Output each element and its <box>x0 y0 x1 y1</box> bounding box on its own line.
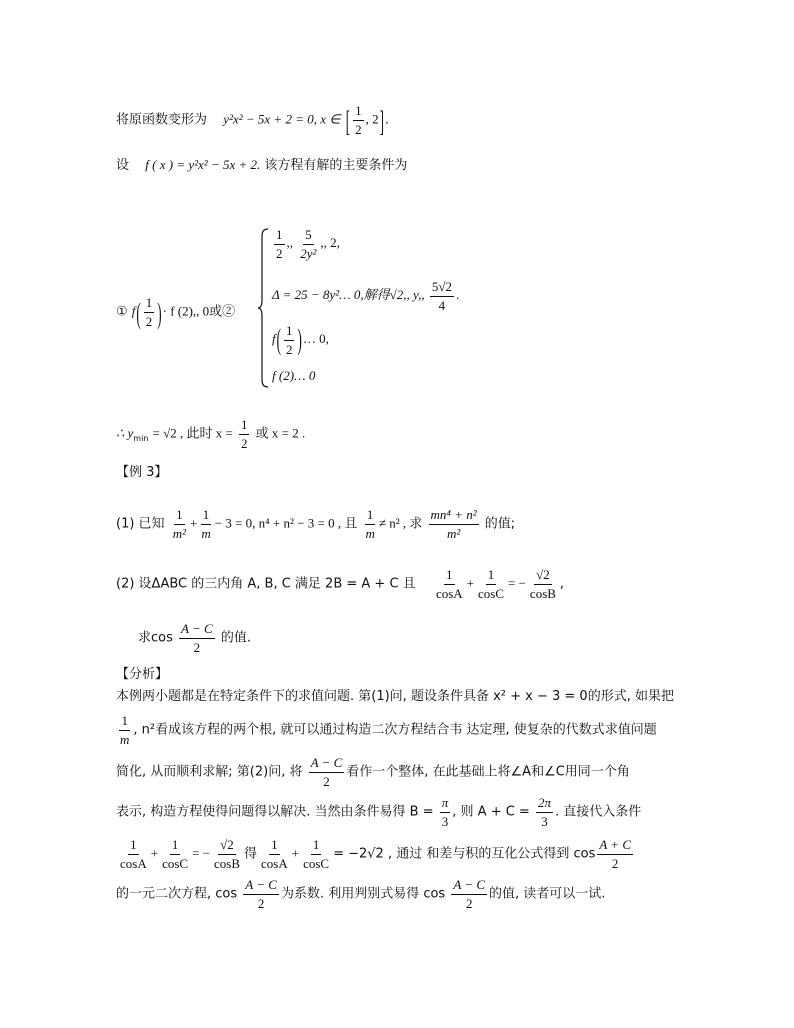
q1-f4-num: mn⁴ + n² <box>429 508 479 525</box>
q1-frac3 <box>363 508 376 540</box>
a5-g1-den: cosA <box>261 855 288 871</box>
row1-frac-a <box>274 228 285 260</box>
interval-fraction <box>353 104 364 136</box>
interval-tail: , 2 <box>365 111 379 127</box>
q1-neq: ≠ n² , 求 <box>378 515 423 531</box>
line1-end: . <box>384 112 390 128</box>
question-2 <box>116 568 564 600</box>
a5-f2-den: cosC <box>162 855 189 871</box>
ymin-num: 1 <box>239 418 250 435</box>
cond-half-den: 2 <box>145 313 153 329</box>
system-row-3 <box>272 321 329 357</box>
a5-de: 得 <box>243 846 257 862</box>
row3-f: f <box>272 331 276 347</box>
question-1 <box>116 508 515 540</box>
a5-frac2 <box>160 838 190 870</box>
ymin-eq: = √2 , 此时 x = <box>152 425 233 441</box>
a5-g2-den: cosC <box>303 855 330 871</box>
q2b-num: A − C <box>179 622 215 639</box>
right-bracket: ] <box>379 102 384 138</box>
a5-f1-num: 1 <box>128 838 139 855</box>
a6-frac1 <box>243 878 279 910</box>
q1-tail: 的值; <box>484 516 516 532</box>
ymin-den: 2 <box>240 435 248 451</box>
row1-a-num: 1 <box>274 228 285 245</box>
row3-num: 1 <box>284 324 295 341</box>
q2-label: (2) 设ΔABC 的三内角 A, B, C 满足 2B = A + C 且 <box>116 576 416 592</box>
ymin-tail: 或 x = 2 . <box>255 425 306 441</box>
q1-f2-num: 1 <box>201 508 212 525</box>
a6-frac2 <box>451 878 487 910</box>
brace-icon <box>257 228 269 388</box>
a3-frac <box>309 756 345 788</box>
row2-text: Δ = 25 − 8y²… 0,解得√2,, y,, <box>272 287 425 303</box>
q1-f3-num: 1 <box>365 508 376 525</box>
transform-equation: y²x² − 5x + 2 = 0, x ∈ <box>223 111 341 127</box>
row1-a-den: 2 <box>276 245 283 261</box>
a5-g2-num: 1 <box>311 838 322 855</box>
condition-system <box>272 228 572 388</box>
a6-den: 2 <box>257 895 265 911</box>
line-ymin <box>116 418 305 450</box>
example3-label: 【例 3】 <box>116 465 168 480</box>
row1-sep: ,, <box>286 235 293 251</box>
transform-text: 将原函数变形为 <box>116 112 208 128</box>
define-func: f ( x ) = y²x² − 5x + 2. <box>145 157 261 172</box>
q1-label: (1) 已知 <box>116 516 165 532</box>
a5-frac4 <box>259 838 290 870</box>
a5-plus2: + <box>291 845 300 861</box>
q2b-tail: 的值. <box>220 630 251 646</box>
a5-f2-num: 1 <box>170 838 181 855</box>
row1-frac-b <box>298 228 318 260</box>
a5-f3-den: cosB <box>213 855 240 871</box>
cond-f: f <box>131 303 136 319</box>
a4-frac2 <box>536 796 553 828</box>
q2-frac2 <box>476 568 506 600</box>
a6-text: 的一元二次方程, cos <box>116 886 238 902</box>
q1-f4-den: m² <box>446 525 461 541</box>
row3-den: 2 <box>285 341 293 357</box>
a4-mid: , 则 A + C = <box>452 804 530 820</box>
cond-half <box>144 296 155 328</box>
q2-f1-num: 1 <box>444 568 455 585</box>
system-row-2 <box>272 280 459 312</box>
analysis-line-2 <box>116 714 657 746</box>
a5-frac6 <box>597 838 633 870</box>
q1-frac1 <box>171 508 188 540</box>
system-row-4 <box>272 368 315 384</box>
a4-frac1 <box>440 796 451 828</box>
a3-num: A − C <box>309 756 345 773</box>
q1-eq: − 3 = 0, n⁴ + n² − 3 = 0 , 且 <box>214 515 358 531</box>
q1-plus: + <box>190 515 198 531</box>
row1-tail: ,, 2, <box>320 235 340 251</box>
q1-frac4 <box>429 508 479 540</box>
a2-frac <box>118 714 131 746</box>
row1-b-num: 5 <box>303 228 314 245</box>
a5-frac3 <box>212 838 242 870</box>
a5-frac1 <box>118 838 149 870</box>
a4-text: 表示, 构造方程使得问题得以解决. 当然由条件易得 B = <box>116 804 434 820</box>
question-2-ask <box>138 622 251 654</box>
a4-den2: 3 <box>541 813 548 829</box>
row4-text: f (2)… 0 <box>272 368 316 383</box>
row3-frac <box>284 324 295 356</box>
define-text: 该方程有解的主要条件为 <box>264 158 408 173</box>
q2-f1-den: cosA <box>435 585 463 601</box>
q2-frac3 <box>528 568 558 600</box>
a2-den: m <box>120 731 130 747</box>
cond-half-num: 1 <box>144 296 155 313</box>
q2b-frac <box>179 622 215 654</box>
example-heading <box>116 466 167 479</box>
a5-eq2: = −2√2 , 通过 和差与积的互化公式得到 cos <box>333 846 596 862</box>
a2-text: , n²看成该方程的两个根, 就可以通过构造二次方程结合韦 达定理, 使复杂的代数式求值问题 <box>133 722 657 738</box>
q2b-lead: 求cos <box>138 630 173 646</box>
cond-label: ① <box>116 304 128 320</box>
analysis-line-1 <box>116 690 674 703</box>
a6-num: A − C <box>243 878 279 895</box>
condition-left <box>116 296 235 328</box>
q2-eq: = − <box>508 575 526 591</box>
row3-paren-open: ( <box>276 321 281 357</box>
row3-tail: … 0, <box>302 331 329 347</box>
a4-num2: 2π <box>536 796 553 813</box>
ymin-frac <box>239 418 250 450</box>
row3-paren-close: ) <box>297 321 302 357</box>
a6-den2: 2 <box>465 895 473 911</box>
system-brace <box>257 228 269 392</box>
q1-f3-den: m <box>365 525 375 541</box>
a3-text: 简化, 从而顺利求解; 第(2)问, 将 <box>116 764 303 780</box>
line-define-f <box>116 158 407 172</box>
a5-eq: = − <box>192 845 210 861</box>
a3-den: 2 <box>323 773 330 789</box>
q2b-den: 2 <box>193 639 201 655</box>
a4-den1: 3 <box>441 813 449 829</box>
q2-plus: + <box>466 575 474 591</box>
q2-f2-den: cosC <box>478 585 504 601</box>
q1-frac2 <box>199 508 212 540</box>
ymin-label: ∴ y <box>116 425 134 441</box>
interval-den: 2 <box>355 121 362 137</box>
interval-num: 1 <box>353 104 364 121</box>
q2-tail: , <box>559 576 565 592</box>
q2-f2-num: 1 <box>486 568 497 585</box>
row2-frac-num: 5√2 <box>430 280 454 297</box>
q2-f3-den: cosB <box>529 585 556 601</box>
row1-b-den: 2y² <box>300 245 317 261</box>
row2-end: . <box>456 287 460 303</box>
row2-frac-den: 4 <box>438 297 446 313</box>
a3-tail: 看作一个整体, 在此基础上将∠A和∠C用同一个角 <box>346 764 630 780</box>
a5-h-den: 2 <box>611 855 619 871</box>
paren-close: ) <box>157 294 162 330</box>
q1-f1-num: 1 <box>174 508 185 525</box>
a6-mid: 为系数. 利用判别式易得 cos <box>280 886 446 902</box>
a6-tail: 的值, 读者可以一试. <box>489 886 606 902</box>
a5-g1-num: 1 <box>269 838 280 855</box>
analysis-line-5 <box>116 838 635 870</box>
define-lead: 设 <box>116 158 130 173</box>
analysis-line-6 <box>116 878 605 910</box>
system-row-1 <box>272 228 340 260</box>
row2-frac <box>430 280 454 312</box>
analysis-line-3 <box>116 756 630 788</box>
q1-f2-den: m <box>201 525 211 541</box>
cond-mid: · f (2),, 0或② <box>162 303 236 319</box>
a1-text: 本例两小题都是在特定条件下的求值问题. 第(1)问, 题设条件具备 x² + x − 3 = 0的形式, 如果把 <box>116 689 674 704</box>
a4-num1: π <box>440 796 451 813</box>
line-transform <box>116 104 389 136</box>
a5-h-num: A + C <box>597 838 633 855</box>
ymin-sub: min <box>133 434 149 444</box>
a5-f1-den: cosA <box>120 855 147 871</box>
analysis-line-4 <box>116 796 641 828</box>
a5-f3-num: √2 <box>218 838 236 855</box>
a4-tail: . 直接代入条件 <box>554 804 642 820</box>
analysis-title: 【分析】 <box>116 667 169 682</box>
a5-plus: + <box>150 845 159 861</box>
a6-num2: A − C <box>451 878 487 895</box>
q2-f3-num: √2 <box>534 568 552 585</box>
a2-num: 1 <box>119 714 130 731</box>
analysis-heading <box>116 668 168 681</box>
paren-open: ( <box>136 294 141 330</box>
left-bracket: [ <box>345 102 351 138</box>
q2-frac1 <box>434 568 465 600</box>
a5-frac5 <box>301 838 331 870</box>
q1-f1-den: m² <box>172 525 186 541</box>
